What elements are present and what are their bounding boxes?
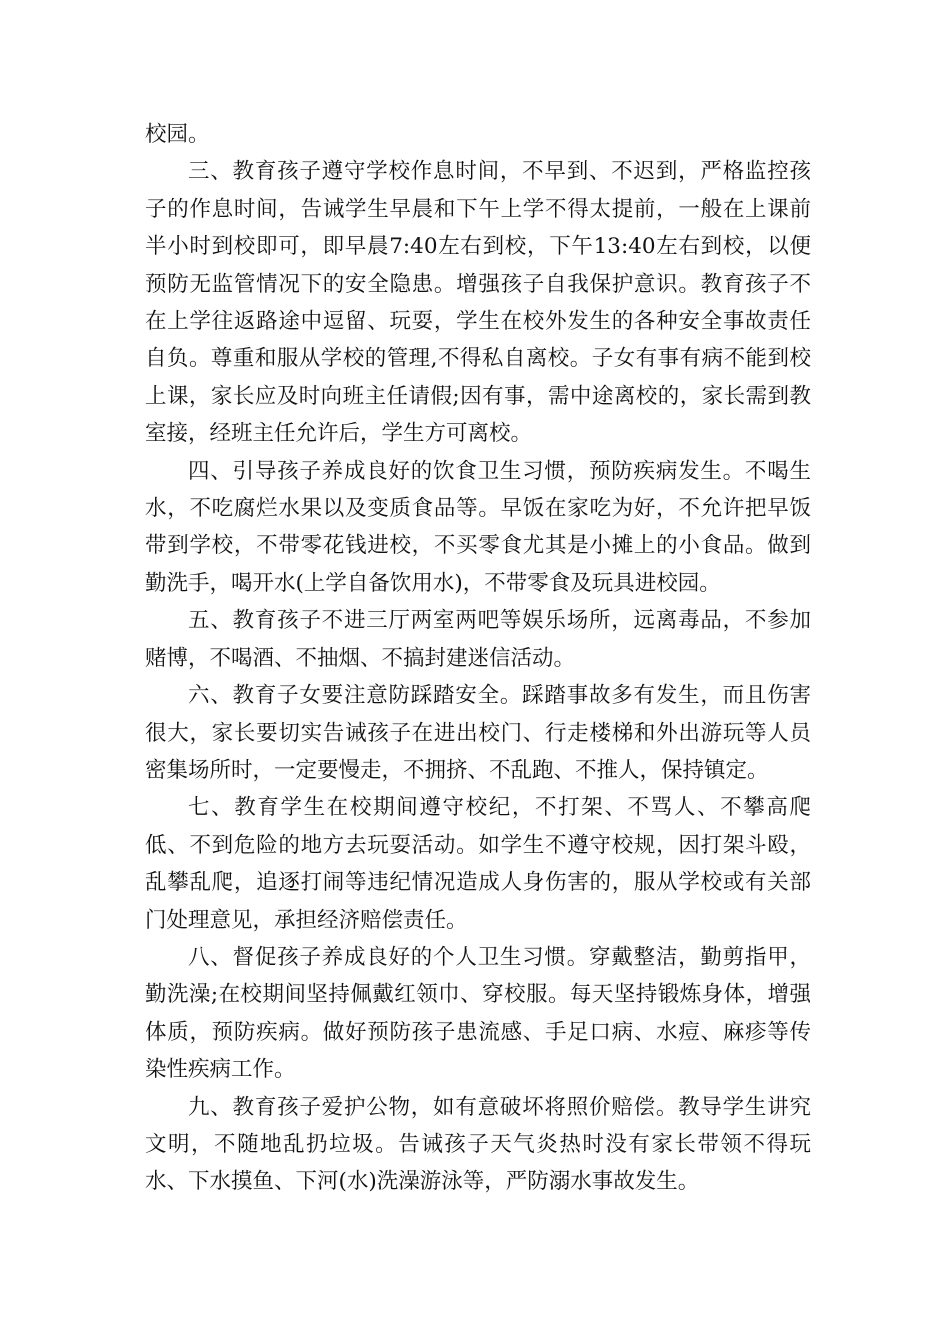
paragraph-item-9: 九、教育孩子爱护公物，如有意破坏将照价赔偿。教导学生讲究文明，不随地乱扔垃圾。告诫孩子天气炎热时没有家长带领不得玩水、下水摸鱼、下河(水)洗澡游泳等，严防溺水事故发生。	[145, 1094, 811, 1195]
paragraph-item-8: 八、督促孩子养成良好的个人卫生习惯。穿戴整洁，勤剪指甲，勤洗澡;在校期间坚持佩戴红领巾、穿校服。每天坚持锻炼身体，增强体质，预防疾病。做好预防孩子患流感、手足口病、水痘、麻疹等传染性疾病工作。	[145, 944, 811, 1083]
paragraph-item-6: 六、教育子女要注意防踩踏安全。踩踏事故多有发生，而且伤害很大，家长要切实告诫孩子在进出校门、行走楼梯和外出游玩等人员密集场所时，一定要慢走，不拥挤、不乱跑、不推人，保持镇定。	[145, 683, 811, 783]
paragraph-item-7: 七、教育学生在校期间遵守校纪，不打架、不骂人、不攀高爬低、不到危险的地方去玩耍活动。如学生不遵守校规，因打架斗殴，乱攀乱爬，追逐打闹等违纪情况造成人身伤害的，服从学校或有关部门处理意见，承担经济赔偿责任。	[145, 795, 811, 933]
paragraph-item-4: 四、引导孩子养成良好的饮食卫生习惯，预防疾病发生。不喝生水，不吃腐烂水果以及变质食品等。早饭在家吃为好，不允许把早饭带到学校，不带零花钱进校，不买零食尤其是小摊上的小食品。做到勤洗手，喝开水(上学自备饮用水)，不带零食及玩具进校园。	[145, 458, 811, 596]
paragraph-item-3: 三、教育孩子遵守学校作息时间，不早到、不迟到，严格监控孩子的作息时间，告诫学生早晨和下午上学不得太提前，一般在上课前半小时到校即可，即早晨7:40左右到校，下午13:40左右到校，以便预防无监管情况下的安全隐患。增强孩子自我保护意识。教育孩子不在上学往返路途中逗留、玩耍，学生在校外发生的各种安全事故责任自负。尊重和服从学校的管理,不得私自离校。子女有事有病不能到校上课，家长应及时向班主任请假;因有事，需中途离校的，家长需到教室接，经班主任允许后，学生方可离校。	[145, 159, 811, 447]
paragraph-continuation: 校园。	[145, 122, 210, 147]
document-body	[145, 116, 811, 1201]
paragraph-item-5: 五、教育孩子不进三厅两室两吧等娱乐场所，远离毒品，不参加赌博，不喝酒、不抽烟、不搞封建迷信活动。	[145, 608, 811, 671]
